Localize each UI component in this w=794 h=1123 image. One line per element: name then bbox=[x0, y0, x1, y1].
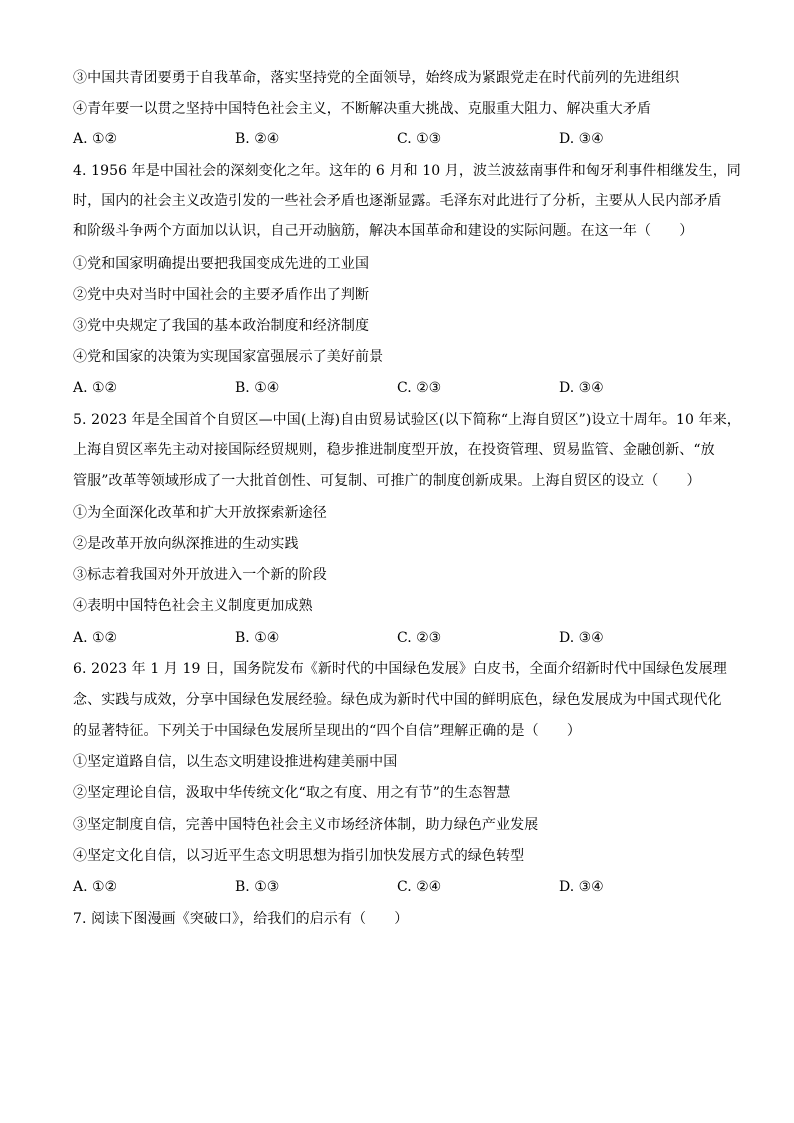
q5-options bbox=[73, 628, 723, 648]
q6-option-d[interactable]: D. ③④ bbox=[559, 879, 604, 895]
q3-item-4: ④青年要一以贯之坚持中国特色社会主义，不断解决重大挑战、克服重大阻力、解决重大矛盾 bbox=[73, 101, 652, 117]
q3-option-b[interactable]: B. ②④ bbox=[235, 131, 280, 147]
q5-item-1: ①为全面深化改革和扩大开放探索新途径 bbox=[73, 505, 327, 521]
q4-item-3: ③党中央规定了我国的基本政治制度和经济制度 bbox=[73, 318, 370, 334]
q4-stem-line-1: 4. 1956 年是中国社会的深刻变化之年。这年的 6 月和 10 月，波兰波兹南事件和匈牙利事件相继发生，同 bbox=[73, 163, 741, 179]
q3-item-3: ③中国共青团要勇于自我革命，落实坚持党的全面领导，始终成为紧跟党走在时代前列的先进组织 bbox=[73, 70, 680, 86]
q4-item-2: ②党中央对当时中国社会的主要矛盾作出了判断 bbox=[73, 287, 370, 303]
q6-stem-line-1: 6. 2023 年 1 月 19 日，国务院发布《新时代的中国绿色发展》白皮书，全面介绍新时代中国绿色发展理 bbox=[73, 661, 727, 677]
q5-stem-line-2: 上海自贸区率先主动对接国际经贸规则，稳步推进制度型开放，在投资管理、贸易监管、金融创新、“放 bbox=[73, 442, 715, 458]
q6-item-1: ①坚定道路自信，以生态文明建设推进构建美丽中国 bbox=[73, 754, 398, 770]
q4-option-b[interactable]: B. ①④ bbox=[235, 380, 280, 396]
q4-option-d[interactable]: D. ③④ bbox=[559, 380, 604, 396]
q5-item-3: ③标志着我国对外开放进入一个新的阶段 bbox=[73, 567, 327, 583]
q4-stem-line-3: 和阶级斗争两个方面加以认识，自己开动脑筋，解决本国革命和建设的实际问题。在这一年（ ） bbox=[73, 223, 694, 239]
q6-stem-line-3: 的显著特征。下列关于中国绿色发展所呈现出的“四个自信”理解正确的是（ ） bbox=[73, 723, 582, 739]
q6-stem-line-2: 念、实践与成效，分享中国绿色发展经验。绿色成为新时代中国的鲜明底色，绿色发展成为中国式现代化 bbox=[73, 692, 722, 708]
q6-option-b[interactable]: B. ①③ bbox=[235, 879, 280, 895]
q5-stem-line-1: 5. 2023 年是全国首个自贸区—中国(上海)自由贸易试验区(以下简称“上海自贸区”)设立十周年。10 年来， bbox=[73, 412, 741, 428]
q4-stem-line-2: 时，国内的社会主义改造引发的一些社会矛盾也逐渐显露。毛泽东对此进行了分析，主要从人民内部矛盾 bbox=[73, 193, 722, 209]
q6-options bbox=[73, 877, 723, 897]
q6-option-c[interactable]: C. ②④ bbox=[397, 879, 442, 895]
q3-option-a[interactable]: A. ①② bbox=[73, 131, 118, 147]
q3-option-d[interactable]: D. ③④ bbox=[559, 131, 604, 147]
q5-option-a[interactable]: A. ①② bbox=[73, 630, 118, 646]
q6-item-4: ④坚定文化自信，以习近平生态文明思想为指引加快发展方式的绿色转型 bbox=[73, 848, 525, 864]
q4-option-a[interactable]: A. ①② bbox=[73, 380, 118, 396]
q6-option-a[interactable]: A. ①② bbox=[73, 879, 118, 895]
q5-option-b[interactable]: B. ①④ bbox=[235, 630, 280, 646]
q4-item-4: ④党和国家的决策为实现国家富强展示了美好前景 bbox=[73, 349, 384, 365]
q4-option-c[interactable]: C. ②③ bbox=[397, 380, 442, 396]
q5-stem-line-3: 管服”改革等领域形成了一大批首创性、可复制、可推广的制度创新成果。上海自贸区的设立（ ） bbox=[73, 473, 701, 489]
q6-item-2: ②坚定理论自信，汲取中华传统文化“取之有度、用之有节”的生态智慧 bbox=[73, 785, 511, 801]
q5-option-d[interactable]: D. ③④ bbox=[559, 630, 604, 646]
q7-stem-line-1: 7. 阅读下图漫画《突破口》，给我们的启示有（ ） bbox=[73, 911, 409, 927]
q4-item-1: ①党和国家明确提出要把我国变成先进的工业国 bbox=[73, 256, 370, 272]
q5-item-4: ④表明中国特色社会主义制度更加成熟 bbox=[73, 598, 313, 614]
q5-item-2: ②是改革开放向纵深推进的生动实践 bbox=[73, 536, 299, 552]
q5-option-c[interactable]: C. ②③ bbox=[397, 630, 442, 646]
q3-options bbox=[73, 129, 723, 149]
q4-options bbox=[73, 378, 723, 398]
q3-option-c[interactable]: C. ①③ bbox=[397, 131, 442, 147]
q6-item-3: ③坚定制度自信，完善中国特色社会主义市场经济体制，助力绿色产业发展 bbox=[73, 817, 539, 833]
